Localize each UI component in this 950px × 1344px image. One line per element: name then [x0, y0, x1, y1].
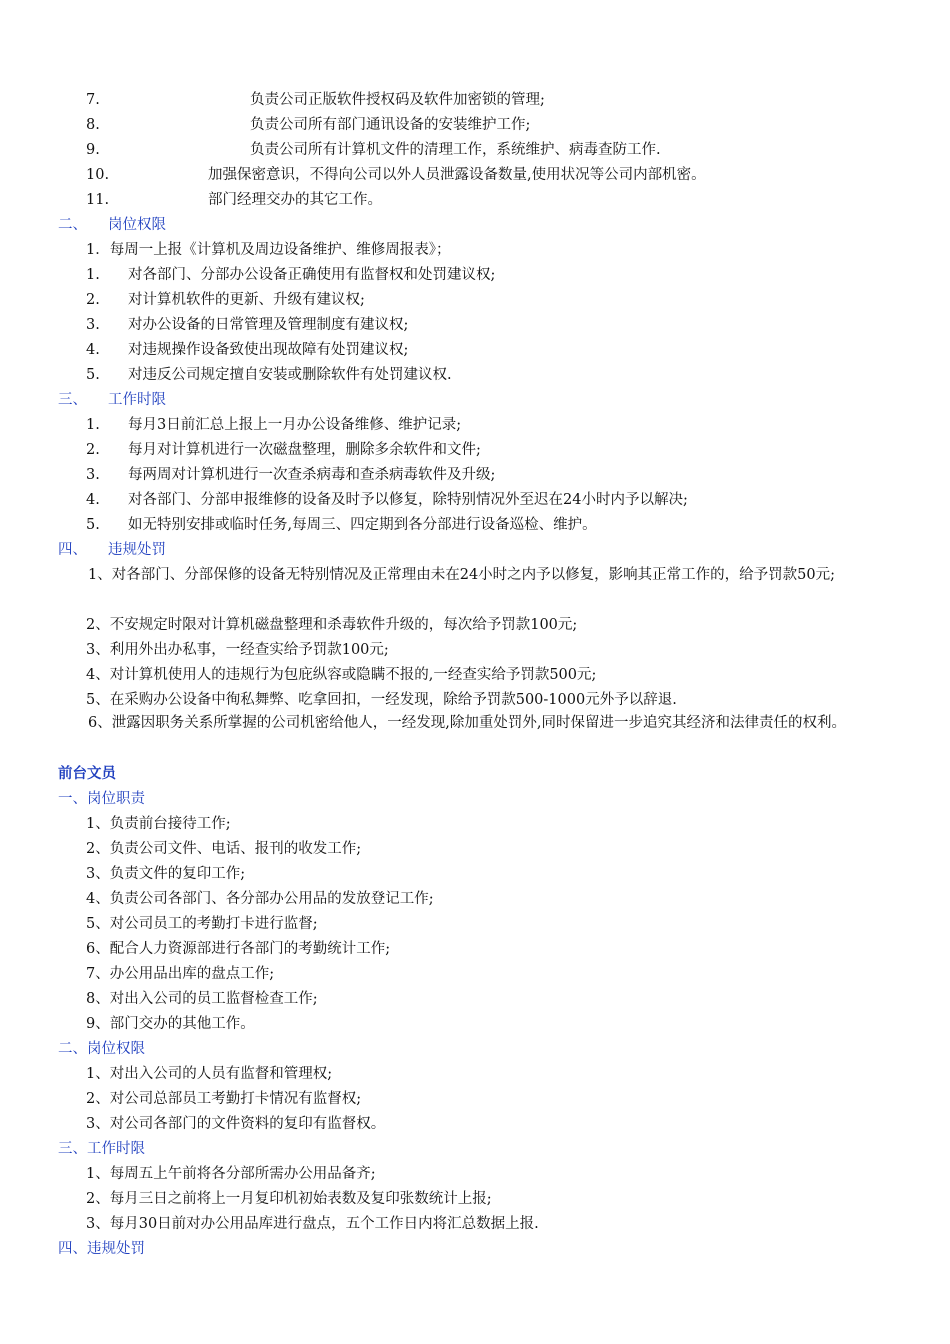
section-number: 二、	[58, 217, 87, 233]
list-number: 10.	[86, 167, 110, 183]
list-item: 对各部门、分部申报维修的设备及时予以修复，除特别情况外至迟在24小时内予以解决;	[128, 492, 688, 508]
list-number: 5.	[86, 517, 100, 533]
list-item: 2、每月三日之前将上一月复印机初始表数及复印张数统计上报;	[86, 1191, 492, 1207]
list-item: 3、对公司各部门的文件资料的复印有监督权。	[86, 1116, 386, 1132]
role-title: 前台文员	[58, 766, 116, 782]
list-item: 4、负责公司各部门、各分部办公用品的发放登记工作;	[86, 891, 434, 907]
list-number: 9.	[86, 142, 100, 158]
penalty-paragraph: 1、对各部门、分部保修的设备无特别情况及正常理由未在24小时之内予以修复，影响其正常工作的，给予罚款50元;	[88, 567, 836, 583]
list-number: 1.	[86, 267, 100, 283]
list-number: 5.	[86, 367, 100, 383]
section-number: 四、	[58, 542, 87, 558]
list-item: 部门经理交办的其它工作。	[208, 192, 382, 208]
penalty-item: 4、对计算机使用人的违规行为包庇纵容或隐瞒不报的,一经查实给予罚款500元;	[86, 667, 597, 683]
list-item: 对各部门、分部办公设备正确使用有监督权和处罚建议权;	[128, 267, 496, 283]
list-item: 每月对计算机进行一次磁盘整理，删除多余软件和文件;	[128, 442, 481, 458]
list-item: 每两周对计算机进行一次查杀病毒和查杀病毒软件及升级;	[128, 467, 496, 483]
list-item: 1、负责前台接待工作;	[86, 816, 231, 832]
list-item: 3、每月30日前对办公用品库进行盘点，五个工作日内将汇总数据上报.	[86, 1216, 539, 1232]
list-item: 1、对出入公司的人员有监督和管理权;	[86, 1066, 333, 1082]
list-item: 2、对公司总部员工考勤打卡情况有监督权;	[86, 1091, 362, 1107]
list-item: 3、负责文件的复印工作;	[86, 866, 246, 882]
list-number: 8.	[86, 117, 100, 133]
list-item: 9、部门交办的其他工作。	[86, 1016, 255, 1032]
section-heading: 违规处罚	[108, 542, 166, 558]
list-item: 负责公司正版软件授权码及软件加密锁的管理;	[250, 92, 545, 108]
list-number: 2.	[86, 292, 100, 308]
section-heading: 二、岗位权限	[58, 1041, 145, 1057]
list-item: 对违规操作设备致使出现故障有处罚建议权;	[128, 342, 409, 358]
list-number: 11.	[86, 192, 110, 208]
list-item: 负责公司所有部门通讯设备的安装维护工作;	[250, 117, 531, 133]
list-item: 对计算机软件的更新、升级有建议权;	[128, 292, 365, 308]
list-item: 5、对公司员工的考勤打卡进行监督;	[86, 916, 318, 932]
list-number: 3.	[86, 467, 100, 483]
list-item: 如无特别安排或临时任务,每周三、四定期到各分部进行设备巡检、维护。	[128, 517, 597, 533]
list-item: 加强保密意识，不得向公司以外人员泄露设备数量,使用状况等公司内部机密。	[208, 167, 706, 183]
list-number: 1.	[86, 417, 100, 433]
section-heading: 一、岗位职责	[58, 791, 145, 807]
list-item: 8、对出入公司的员工监督检查工作;	[86, 991, 318, 1007]
penalty-item: 3、利用外出办私事，一经查实给予罚款100元;	[86, 642, 389, 658]
penalty-item: 5、在采购办公设备中徇私舞弊、吃拿回扣，一经发现，除给予罚款500-1000元外予以辞退.	[86, 692, 677, 708]
list-item: 1．每周一上报《计算机及周边设备维护、维修周报表》；	[86, 242, 451, 258]
list-item: 2、负责公司文件、电话、报刊的收发工作;	[86, 841, 362, 857]
penalty-paragraph: 6、泄露因职务关系所掌握的公司机密给他人，一经发现,除加重处罚外,同时保留进一步追究其经济和法律责任的权利。	[88, 715, 846, 731]
section-heading: 三、工作时限	[58, 1141, 145, 1157]
list-item: 6、配合人力资源部进行各部门的考勤统计工作;	[86, 941, 391, 957]
list-number: 2.	[86, 442, 100, 458]
list-item: 对违反公司规定擅自安装或删除软件有处罚建议权.	[128, 367, 452, 383]
section-heading: 工作时限	[108, 392, 166, 408]
list-number: 3.	[86, 317, 100, 333]
section-number: 三、	[58, 392, 87, 408]
list-item: 每月3日前汇总上报上一月办公设备维修、维护记录;	[128, 417, 462, 433]
list-item: 对办公设备的日常管理及管理制度有建议权;	[128, 317, 409, 333]
list-number: 7.	[86, 92, 100, 108]
section-heading: 四、违规处罚	[58, 1241, 145, 1257]
list-number: 4.	[86, 492, 100, 508]
list-item: 7、办公用品出库的盘点工作;	[86, 966, 275, 982]
list-number: 4.	[86, 342, 100, 358]
list-item: 1、每周五上午前将各分部所需办公用品备齐;	[86, 1166, 376, 1182]
penalty-item: 2、不安规定时限对计算机磁盘整理和杀毒软件升级的，每次给予罚款100元;	[86, 617, 578, 633]
section-heading: 岗位权限	[108, 217, 166, 233]
list-item: 负责公司所有计算机文件的清理工作，系统维护、病毒查防工作.	[250, 142, 661, 158]
